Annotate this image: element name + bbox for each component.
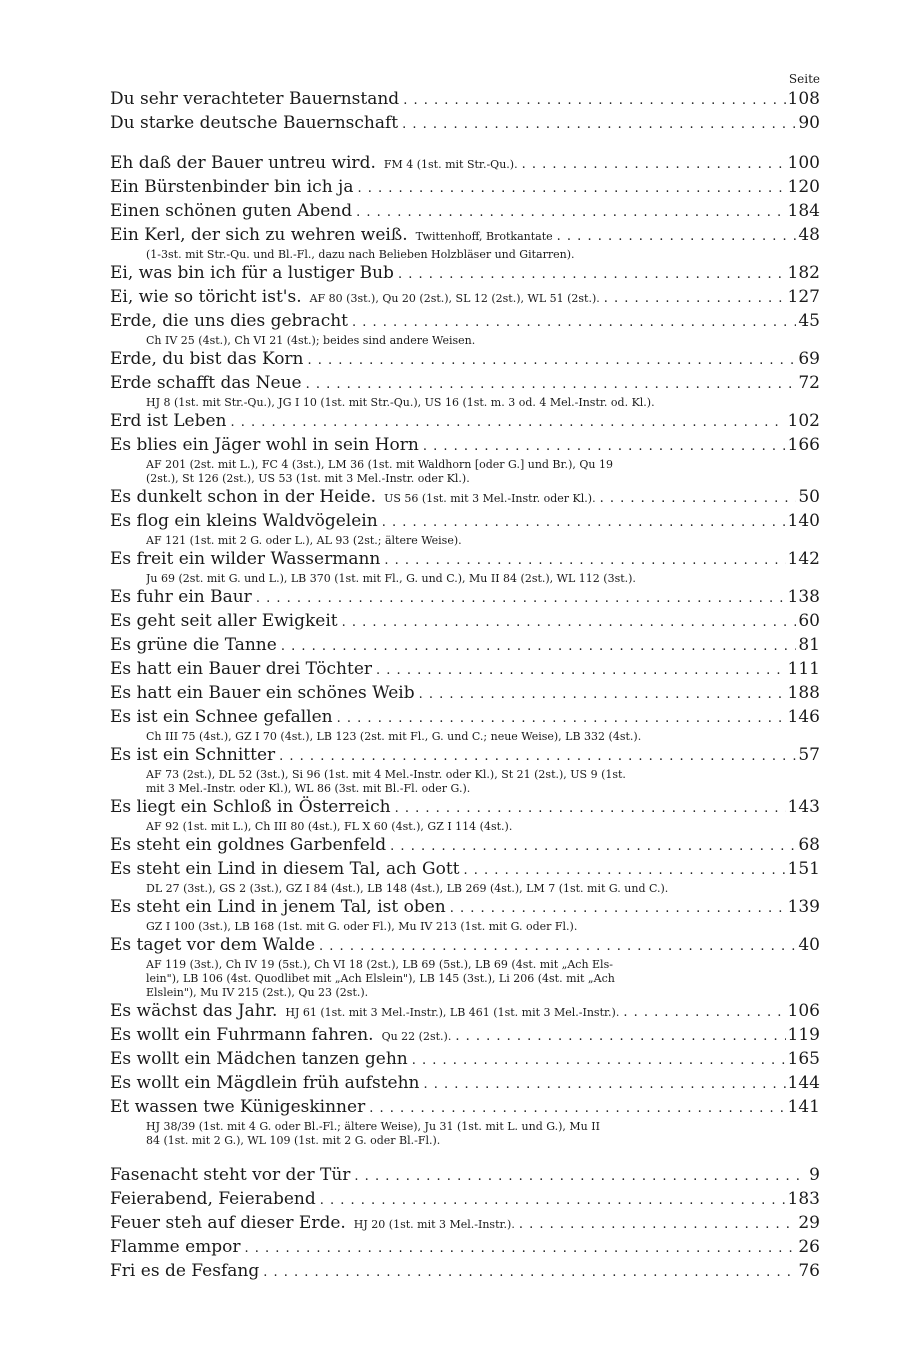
entry-title: Es wollt ein Fuhrmann fahren. [110, 1025, 374, 1045]
index-entry [110, 896, 820, 920]
entry-title: Ein Bürstenbinder bin ich ja [110, 177, 354, 197]
dot-leader [600, 488, 797, 510]
index-entry [110, 858, 820, 882]
index-entry [110, 1236, 820, 1260]
dot-leader [423, 436, 786, 458]
index-entry [110, 934, 820, 958]
page-number: 81 [798, 635, 820, 655]
dot-leader [464, 860, 786, 882]
index-entry [110, 1164, 820, 1188]
entry-sources: 84 (1st. mit 2 G.), WL 109 (1st. mit 2 G. oder Bl.-Fl.). [146, 1134, 441, 1147]
entry-sources: Ch III 75 (4st.), GZ I 70 (4st.), LB 123 (2st. mit Fl., G. und C.; neue Weise), LB 332 (4st.). [146, 730, 642, 743]
entry-title: Et wassen twe Künigeskinner [110, 1097, 366, 1117]
dot-leader [354, 1166, 807, 1188]
page-number: 144 [787, 1073, 820, 1093]
entry-title: Es hatt ein Bauer ein schönes Weib [110, 683, 415, 703]
index-entry [110, 286, 820, 310]
entry-reference: Qu 22 (2st.). [381, 1030, 452, 1043]
group-gap [110, 1148, 820, 1164]
dot-leader [403, 90, 785, 112]
entry-title: Es hatt ein Bauer drei Töchter [110, 659, 373, 679]
dot-leader [281, 636, 797, 658]
page-number: 139 [787, 897, 820, 917]
entry-reference: FM 4 (1st. mit Str.-Qu.). [383, 158, 518, 171]
page-number: 68 [798, 835, 820, 855]
entry-sources: (2st.), St 126 (2st.), US 53 (1st. mit 3 Mel.-Instr. oder Kl.). [146, 472, 470, 485]
dot-leader [337, 708, 786, 730]
entry-sources: (1-3st. mit Str.-Qu. und Bl.-Fl., dazu nach Belieben Holzbläser und Gitarren). [146, 248, 575, 261]
dot-leader [398, 264, 786, 286]
dot-leader [424, 1074, 786, 1096]
entry-title: Fasenacht steht vor der Tür [110, 1165, 351, 1185]
page-number: 183 [787, 1189, 820, 1209]
entry-title: Es steht ein Lind in jenem Tal, ist oben [110, 897, 446, 917]
index-entry [110, 1000, 820, 1024]
index-entry [110, 634, 820, 658]
page-number: 60 [798, 611, 820, 631]
index-entry [110, 1024, 820, 1048]
page-number: 127 [787, 287, 820, 307]
index-entry [110, 224, 820, 248]
index-entry [110, 682, 820, 706]
index-entry [110, 176, 820, 200]
dot-leader [382, 512, 786, 534]
index-entry [110, 200, 820, 224]
index-entry [110, 372, 820, 396]
entry-sources: HJ 8 (1st. mit Str.-Qu.), JG I 10 (1st. mit Str.-Qu.), US 16 (1st. m. 3 od. 4 Mel.-Instr. od. Kl.). [146, 396, 655, 409]
entry-reference: AF 80 (3st.), Qu 20 (2st.), SL 12 (2st.), WL 51 (2st.). [309, 292, 600, 305]
index-entry [110, 434, 820, 458]
dot-leader [369, 1098, 785, 1120]
dot-leader [623, 1002, 785, 1024]
entry-title: Du sehr verachteter Bauernstand [110, 89, 400, 109]
dot-leader [557, 226, 797, 248]
page-number: 9 [809, 1165, 820, 1185]
entry-title: Es liegt ein Schloß in Österreich [110, 797, 391, 817]
entry-sources: lein"), LB 106 (4st. Quodlibet mit „Ach Elslein"), LB 145 (3st.), Li 206 (4st. mit „Ach [146, 972, 615, 985]
entry-title: Es flog ein kleins Waldvögelein [110, 511, 378, 531]
entry-title: Ei, wie so töricht ist's. [110, 287, 302, 307]
dot-leader [319, 936, 796, 958]
dot-leader [390, 836, 796, 858]
index-list [110, 88, 820, 1284]
index-entry [110, 510, 820, 534]
page-number: 26 [798, 1237, 820, 1257]
entry-title: Feierabend, Feierabend [110, 1189, 316, 1209]
index-entry [110, 486, 820, 510]
page-number: 140 [787, 511, 820, 531]
index-entry [110, 348, 820, 372]
entry-sources: mit 3 Mel.-Instr. oder Kl.), WL 86 (3st. mit Bl.-Fl. oder G.). [146, 782, 471, 795]
entry-title: Es wollt ein Mägdlein früh aufstehn [110, 1073, 420, 1093]
entry-sources: AF 121 (1st. mit 2 G. oder L.), AL 93 (2st.; ältere Weise). [146, 534, 462, 547]
dot-leader [308, 350, 797, 372]
index-entry [110, 1096, 820, 1120]
page-number: 106 [787, 1001, 820, 1021]
page-number: 120 [787, 177, 820, 197]
entry-sources: AF 119 (3st.), Ch IV 19 (5st.), Ch VI 18 (2st.), LB 69 (5st.), LB 69 (4st. mit „Ach Els- [146, 958, 613, 971]
dot-leader [519, 1214, 797, 1236]
page-number: 165 [787, 1049, 820, 1069]
dot-leader [419, 684, 786, 706]
page-number: 57 [798, 745, 820, 765]
entry-title: Erd ist Leben [110, 411, 227, 431]
entry-title: Es steht ein Lind in diesem Tal, ach Gott [110, 859, 460, 879]
index-entry [110, 262, 820, 286]
dot-leader [256, 588, 786, 610]
page-number: 146 [787, 707, 820, 727]
index-entry [110, 706, 820, 730]
entry-title: Flamme empor [110, 1237, 241, 1257]
page-number: 40 [798, 935, 820, 955]
page-number: 29 [798, 1213, 820, 1233]
entry-sources: GZ I 100 (3st.), LB 168 (1st. mit G. oder Fl.), Mu IV 213 (1st. mit G. oder Fl.). [146, 920, 578, 933]
entry-title: Es geht seit aller Ewigkeit [110, 611, 338, 631]
entry-reference: HJ 61 (1st. mit 3 Mel.-Instr.), LB 461 (1st. mit 3 Mel.-Instr.). [285, 1006, 620, 1019]
index-entry [110, 112, 820, 136]
group-gap [110, 136, 820, 152]
entry-sources: AF 201 (2st. mit L.), FC 4 (3st.), LM 36 (1st. mit Waldhorn [oder G.] und Br.), Qu 19 [146, 458, 613, 471]
page-number: 76 [798, 1261, 820, 1281]
page-number: 141 [787, 1097, 820, 1117]
dot-leader [412, 1050, 786, 1072]
entry-title: Es blies ein Jäger wohl in sein Horn [110, 435, 419, 455]
index-entry [110, 1212, 820, 1236]
dot-leader [376, 660, 786, 682]
entry-title: Ein Kerl, der sich zu wehren weiß. [110, 225, 408, 245]
index-entry [110, 152, 820, 176]
dot-leader [306, 374, 797, 396]
entry-title: Einen schönen guten Abend [110, 201, 353, 221]
dot-leader [395, 798, 786, 820]
dot-leader [342, 612, 797, 634]
page-number: 138 [787, 587, 820, 607]
entry-title: Feuer steh auf dieser Erde. [110, 1213, 346, 1233]
index-entry [110, 410, 820, 434]
entry-title: Erde schafft das Neue [110, 373, 302, 393]
page-number: 166 [787, 435, 820, 455]
dot-leader [263, 1262, 796, 1284]
index-entry [110, 834, 820, 858]
page-number: 111 [787, 659, 820, 679]
entry-reference: US 56 (1st. mit 3 Mel.-Instr. oder Kl.). [384, 492, 596, 505]
dot-leader [279, 746, 796, 768]
page-number: 90 [798, 113, 820, 133]
entry-title: Es grüne die Tanne [110, 635, 277, 655]
index-entry [110, 1072, 820, 1096]
page-number: 108 [787, 89, 820, 109]
entry-reference: Twittenhoff, Brotkantate [415, 230, 553, 243]
dot-leader [384, 550, 785, 572]
entry-title: Es ist ein Schnee gefallen [110, 707, 333, 727]
index-entry [110, 1260, 820, 1284]
entry-title: Erde, die uns dies gebracht [110, 311, 348, 331]
page-number: 184 [787, 201, 820, 221]
index-entry [110, 1048, 820, 1072]
index-entry [110, 586, 820, 610]
dot-leader [604, 288, 786, 310]
dot-leader [320, 1190, 786, 1212]
entry-title: Es wollt ein Mädchen tanzen gehn [110, 1049, 408, 1069]
dot-leader [245, 1238, 797, 1260]
dot-leader [450, 898, 786, 920]
page-number: 143 [787, 797, 820, 817]
index-entry [110, 796, 820, 820]
dot-leader [357, 178, 785, 200]
entry-title: Eh daß der Bauer untreu wird. [110, 153, 376, 173]
page-number: 188 [787, 683, 820, 703]
dot-leader [402, 114, 796, 136]
page-number: 100 [787, 153, 820, 173]
page-number: 69 [798, 349, 820, 369]
page-number: 102 [787, 411, 820, 431]
index-page [110, 70, 820, 1284]
page-number: 48 [798, 225, 820, 245]
entry-sources: Elslein"), Mu IV 215 (2st.), Qu 23 (2st.). [146, 986, 369, 999]
page-number: 182 [787, 263, 820, 283]
entry-title: Es steht ein goldnes Garbenfeld [110, 835, 387, 855]
index-entry [110, 744, 820, 768]
entry-title: Es taget vor dem Walde [110, 935, 316, 955]
index-entry [110, 548, 820, 572]
page-number: 142 [787, 549, 820, 569]
entry-sources: DL 27 (3st.), GS 2 (3st.), GZ I 84 (4st.), LB 148 (4st.), LB 269 (4st.), LM 7 (1st. mit G. und C.). [146, 882, 669, 895]
index-entry [110, 1188, 820, 1212]
entry-sources: Ju 69 (2st. mit G. und L.), LB 370 (1st. mit Fl., G. und C.), Mu II 84 (2st.), WL 112 (3st.). [146, 572, 636, 585]
dot-leader [356, 202, 785, 224]
entry-title: Ei, was bin ich für a lustiger Bub [110, 263, 394, 283]
page-number: 45 [798, 311, 820, 331]
page-number: 72 [798, 373, 820, 393]
entry-reference: HJ 20 (1st. mit 3 Mel.-Instr.). [353, 1218, 515, 1231]
dot-leader [352, 312, 796, 334]
entry-title: Es ist ein Schnitter [110, 745, 276, 765]
entry-title: Es fuhr ein Baur [110, 587, 252, 607]
index-entry [110, 610, 820, 634]
entry-title: Fri es de Fesfang [110, 1261, 260, 1281]
entry-title: Du starke deutsche Bauernschaft [110, 113, 399, 133]
entry-sources: HJ 38/39 (1st. mit 4 G. oder Bl.-Fl.; ältere Weise), Ju 31 (1st. mit L. und G.), Mu II [146, 1120, 600, 1133]
entry-title: Es freit ein wilder Wassermann [110, 549, 381, 569]
dot-leader [455, 1026, 785, 1048]
page-number: 151 [787, 859, 820, 879]
entry-title: Es dunkelt schon in der Heide. [110, 487, 377, 507]
entry-title: Es wächst das Jahr. [110, 1001, 278, 1021]
page-column-header: Seite [788, 72, 820, 86]
entry-sources: AF 92 (1st. mit L.), Ch III 80 (4st.), FL X 60 (4st.), GZ I 114 (4st.). [146, 820, 513, 833]
entry-sources: Ch IV 25 (4st.), Ch VI 21 (4st.); beides sind andere Weisen. [146, 334, 476, 347]
entry-title: Erde, du bist das Korn [110, 349, 304, 369]
dot-leader [230, 412, 785, 434]
index-entry [110, 310, 820, 334]
page-number: 119 [787, 1025, 820, 1045]
entry-sources: AF 73 (2st.), DL 52 (3st.), Si 96 (1st. mit 4 Mel.-Instr. oder Kl.), St 21 (2st.), US 9 (1st. [146, 768, 626, 781]
index-entry [110, 658, 820, 682]
index-entry [110, 88, 820, 112]
dot-leader [522, 154, 786, 176]
page-number: 50 [798, 487, 820, 507]
